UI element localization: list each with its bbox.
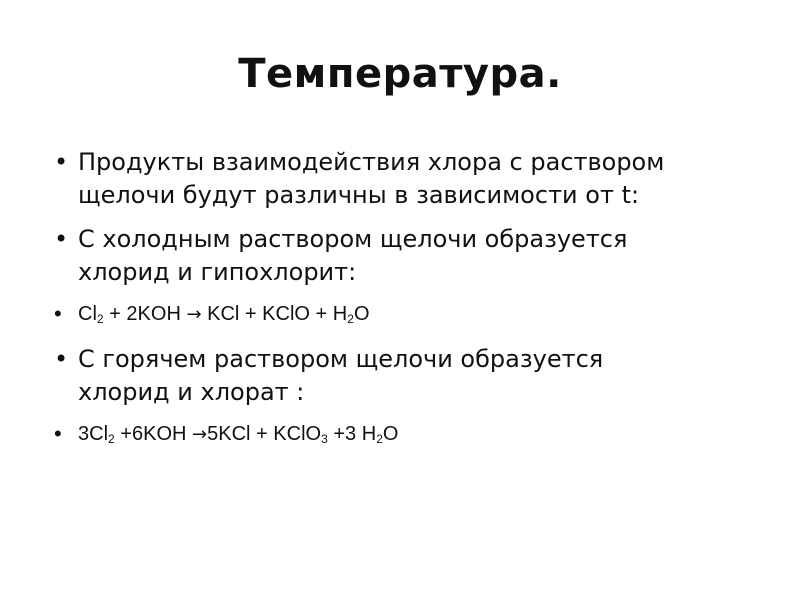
bullet-icon: • [54,345,69,373]
reaction-arrow-icon: → [186,304,202,325]
subscript: 2 [96,312,104,326]
bullet-line: хлорид и гипохлорит: [78,258,357,286]
bullet-list [50,146,760,463]
bullet-line: С холодным раствором щелочи образуется [78,225,628,253]
bullet-line: Продукты взаимодействия хлора с раствором [78,148,665,176]
slide-title: Температура. [238,51,562,97]
chemical-equation: $Cl_2 + 2KOH$ → KCl + KClO + $H_2O$ [78,303,370,326]
bullet-icon: • [54,421,62,446]
bullet-icon: • [54,148,69,176]
bullet-line: С горячем раствором щелочи образуется [78,345,604,373]
bullet-line: хлорид и хлорат : [78,378,305,406]
bullet-icon: • [54,225,69,253]
bullet-icon: • [54,301,62,326]
chemical-equation: $3Cl_2 +6KOH \to 5KCl$ + KClO$_3$ +3 $H_2O$ [78,423,399,446]
bullet-item [50,146,760,212]
bullet-item [50,343,760,409]
subscript: 2 [108,432,115,446]
formula-item [50,300,760,329]
bullet-item [50,223,760,289]
subscript: 3 [321,432,328,446]
subscript: 2 [347,312,354,326]
reaction-arrow-icon: → [192,424,208,445]
bullet-line: щелочи будут различны в зависимости от t: [78,181,640,209]
formula-item [50,420,760,449]
subscript: 2 [376,432,383,446]
